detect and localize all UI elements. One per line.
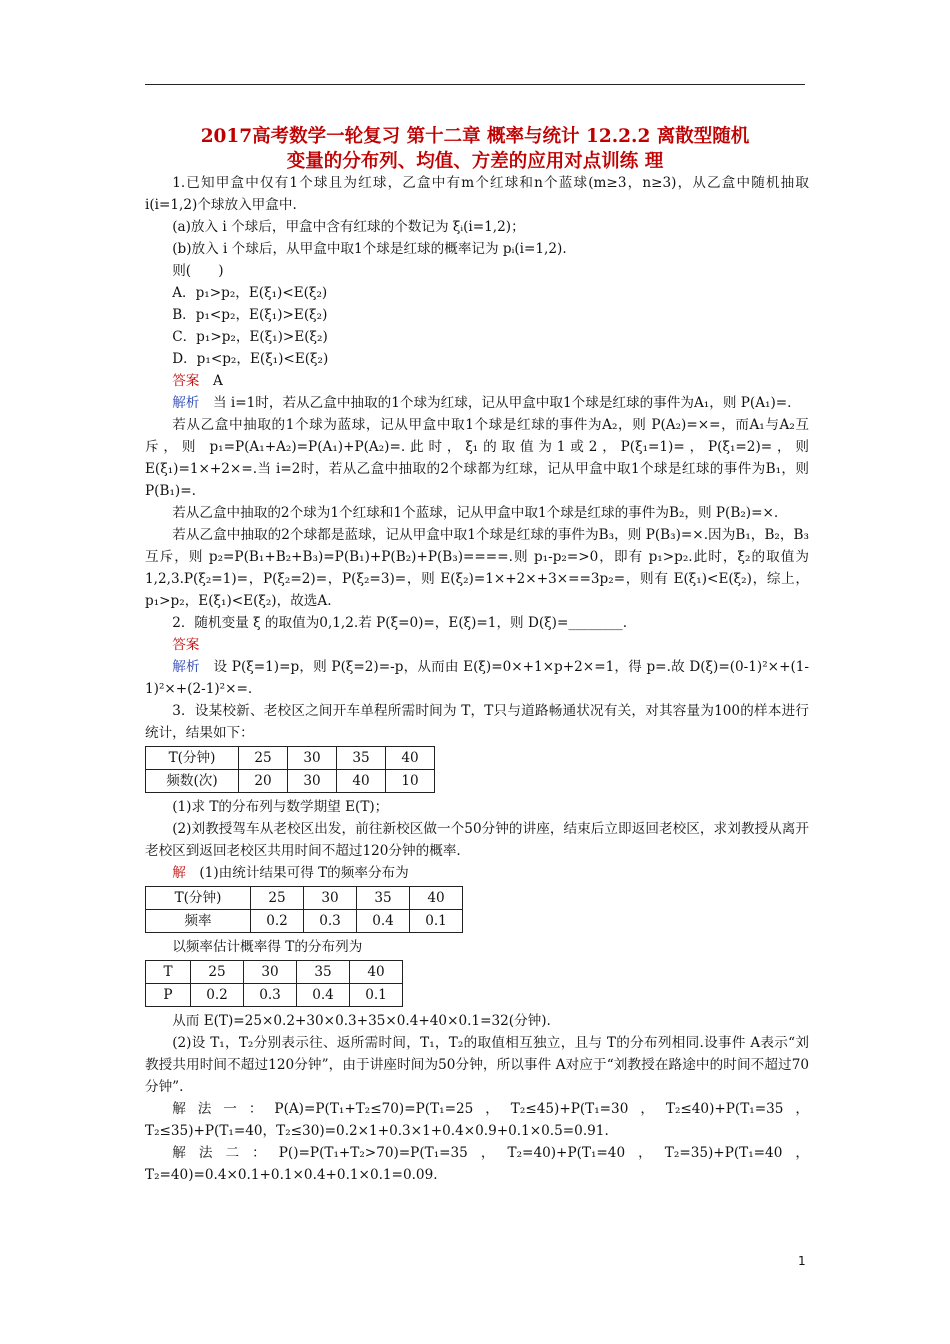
q3-method-1: 解法一：P(A)=P(T₁+T₂≤70)=P(T₁=25，T₂≤45)+P(T₁=30，T₂≤40)+P(T₁=35，T₂≤35)+P(T₁=40，T₂≤30)=0.2×1+0.3×1+0.4×0.9+0.1×0.5=0.91. (145, 1101, 809, 1139)
q1-explanation-1 (145, 392, 809, 414)
frequency-distribution-table (145, 886, 463, 933)
table-cell: 30 (288, 770, 337, 793)
table-cell: 0.2 (191, 984, 244, 1007)
q3-solution-2: 以频率估计概率得 T的分布列为 (172, 939, 363, 955)
table-cell: 0.4 (297, 984, 350, 1007)
table-cell: 25 (251, 887, 304, 910)
table-cell: 30 (304, 887, 357, 910)
q3-solution-1 (145, 862, 809, 884)
q2-stem: 2．随机变量 ξ 的取值为0,1,2.若 P(ξ=0)=，E(ξ)=1，则 D(ξ)=________. (172, 615, 628, 631)
table-cell: 10 (386, 770, 435, 793)
table-cell: 30 (244, 961, 297, 984)
table-cell: 20 (239, 770, 288, 793)
q1-explanation-3: 若从乙盒中抽取的2个球为1个红球和1个蓝球，记从甲盒中取1个球是红球的事件为B₂，则 P(B₂)=×. (172, 505, 779, 521)
table-row (146, 910, 463, 933)
table-cell: T (146, 961, 191, 984)
table-cell: 35 (337, 747, 386, 770)
table-row (146, 961, 403, 984)
q1-condition-a: (a)放入 i 个球后，甲盒中含有红球的个数记为 ξᵢ(i=1,2)； (172, 219, 525, 235)
q2-explanation-text: 设 P(ξ=1)=p，则 P(ξ=2)=-p，从而由 E(ξ)=0×+1×p+2×=1，得 p=.故 D(ξ)=(0-1)²×+(1-1)²×+(2-1)²×=. (145, 659, 810, 697)
table-cell: 35 (297, 961, 350, 984)
table-cell: 0.2 (251, 910, 304, 933)
document-title (120, 124, 830, 174)
table-cell: 0.3 (304, 910, 357, 933)
solution-label: 解 (172, 865, 186, 881)
document-body (145, 172, 809, 1186)
table-cell: T(分钟) (146, 887, 251, 910)
q1-condition-b: (b)放入 i 个球后，从甲盒中取1个球是红球的概率记为 pᵢ(i=1,2). (172, 241, 567, 257)
table-cell: 0.3 (244, 984, 297, 1007)
table-cell: 40 (350, 961, 403, 984)
table-cell: 0.4 (357, 910, 410, 933)
table-cell: 频数(次) (146, 770, 239, 793)
table-cell: 35 (357, 887, 410, 910)
q1-option-b: B．p₁<p₂，E(ξ₁)>E(ξ₂) (172, 307, 328, 323)
table-cell: 0.1 (350, 984, 403, 1007)
q1-explanation-text-1: 当 i=1时，若从乙盒中抽取的1个球为红球，记从甲盒中取1个球是红球的事件为A₁，则 P(A₁)=. (212, 395, 792, 411)
table-cell: P (146, 984, 191, 1007)
table-cell: 40 (386, 747, 435, 770)
table-cell: T(分钟) (146, 747, 239, 770)
answer-label: 答案 (172, 373, 200, 389)
q1-then: 则( ) (172, 263, 224, 279)
q3-method-2: 解法二：P()=P(T₁+T₂>70)=P(T₁=35，T₂=40)+P(T₁=40，T₂=35)+P(T₁=40，T₂=40)=0.4×0.1+0.1×0.4+0.1×0.1=0.09. (145, 1145, 809, 1183)
table-row (146, 747, 435, 770)
table-row (146, 887, 463, 910)
q3-stem: 3．设某校新、老校区之间开车单程所需时间为 T，T只与道路畅通状况有关，对其容量为100的样本进行统计，结果如下： (145, 703, 809, 741)
header-rule (145, 84, 805, 85)
table-cell: 30 (288, 747, 337, 770)
table-cell: 频率 (146, 910, 251, 933)
q2-explanation (145, 656, 809, 700)
q1-explanation-4: 若从乙盒中抽取的2个球都是蓝球，记从甲盒中取1个球是红球的事件为B₃，则 P(B₃)=×.因为B₁，B₂，B₃互斥，则 p₂=P(B₁+B₂+B₃)=P(B₁)+P(B₂)+P(B₃)====.则 p₁-p₂=>0，即有 p₁>p₂.此时，ξ₂的取值为1,2,3.P(ξ₂=1)=，P(ξ₂=2)=，P(ξ₂=3)=，则 E(ξ₂)=1×+2×+3×==3p₂=，则有 E(ξ₁)<E(ξ₂)，综上，p₁>p₂，E(ξ₁)<E(ξ₂)，故选A. (145, 527, 809, 609)
table-cell: 0.1 (410, 910, 463, 933)
table-row (146, 984, 403, 1007)
explanation-label: 解析 (172, 659, 200, 675)
q3-part-1: (1)求 T的分布列与数学期望 E(T)； (172, 799, 389, 815)
title-line-1: 2017高考数学一轮复习 第十二章 概率与统计 12.2.2 离散型随机 (200, 126, 750, 147)
q1-option-c: C．p₁>p₂，E(ξ₁)>E(ξ₂) (172, 329, 328, 345)
title-line-2: 变量的分布列、均值、方差的应用对点训练 理 (286, 151, 664, 172)
q3-solution-3: 从而 E(T)=25×0.2+30×0.3+35×0.4+40×0.1=32(分钟). (172, 1013, 551, 1029)
probability-distribution-table (145, 960, 403, 1007)
q1-option-a: A．p₁>p₂，E(ξ₁)<E(ξ₂) (172, 285, 328, 301)
q2-answer (145, 634, 809, 656)
page-number: 1 (798, 1254, 806, 1268)
q1-answer-value: A (212, 373, 223, 389)
q1-stem: 1.已知甲盒中仅有1个球且为红球，乙盒中有m个红球和n个蓝球(m≥3，n≥3)，从乙盒中随机抽取 i(i=1,2)个球放入甲盒中. (145, 175, 809, 213)
table-cell: 25 (239, 747, 288, 770)
q3-part-2: (2)刘教授驾车从老校区出发，前往新校区做一个50分钟的讲座，结束后立即返回老校区，求刘教授从离开老校区到返回老校区共用时间不超过120分钟的概率. (145, 821, 809, 859)
answer-label: 答案 (172, 637, 200, 653)
explanation-label: 解析 (172, 395, 200, 411)
q1-answer (145, 370, 809, 392)
q3-solution-4: (2)设 T₁，T₂分别表示往、返所需时间，T₁，T₂的取值相互独立，且与 T的分布列相同.设事件 A表示“刘教授共用时间不超过120分钟”，由于讲座时间为50分钟，所以事件 A对应于“刘教授在路途中的时间不超过70分钟”. (145, 1035, 809, 1095)
table-cell: 25 (191, 961, 244, 984)
q1-option-d: D．p₁<p₂，E(ξ₁)<E(ξ₂) (172, 351, 329, 367)
q3-solution-text-1: (1)由统计结果可得 T的频率分布为 (199, 865, 409, 881)
table-cell: 40 (337, 770, 386, 793)
table-row (146, 770, 435, 793)
frequency-count-table (145, 746, 435, 793)
q1-explanation-2: 若从乙盒中抽取的1个球为蓝球，记从甲盒中取1个球是红球的事件为A₂，则 P(A₂)=×=，而A₁与A₂互斥，则 p₁=P(A₁+A₂)=P(A₁)+P(A₂)=.此时，ξ₁的取值为1或2，P(ξ₁=1)=，P(ξ₁=2)=，则 E(ξ₁)=1×+2×=.当 i=2时，若从乙盒中抽取的2个球都为红球，记从甲盒中取1个球是红球的事件为B₁，则 P(B₁)=. (145, 417, 809, 499)
table-cell: 40 (410, 887, 463, 910)
